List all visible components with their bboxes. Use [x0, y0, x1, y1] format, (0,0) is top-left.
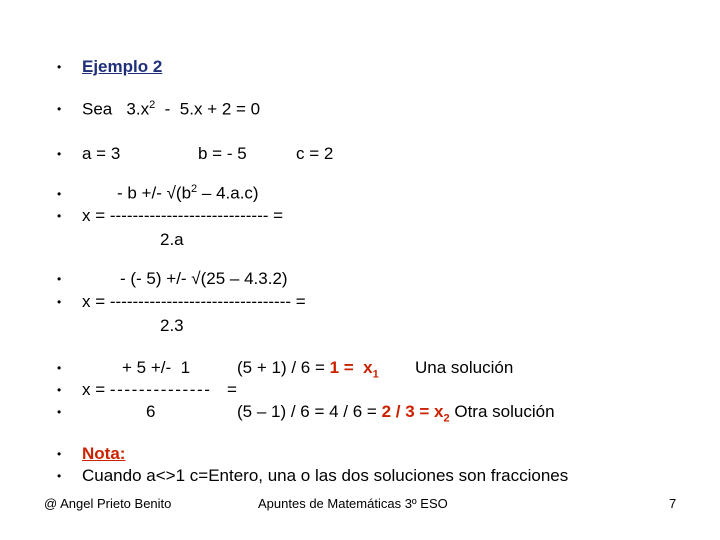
solution-2-subscript: 2 — [443, 412, 450, 425]
bullet: • — [57, 405, 62, 419]
solution-1-expr: (5 + 1) / 6 = — [237, 358, 330, 377]
bullet: • — [57, 383, 62, 397]
solutions-numerator: + 5 +/- 1 — [122, 358, 191, 377]
formula-line: x = ---------------------------- = — [82, 206, 284, 225]
page-title: Ejemplo 2 — [82, 57, 163, 76]
footer-author: @ Angel Prieto Benito — [44, 496, 172, 511]
equation — [82, 100, 260, 118]
bullet: • — [57, 209, 62, 223]
bullet: • — [57, 60, 62, 74]
equation-prefix: Sea 3.x — [82, 99, 150, 119]
formula-num-post: – 4.a.c) — [197, 183, 259, 203]
bullet: • — [57, 147, 62, 161]
bullet: • — [57, 187, 62, 201]
page-number: 7 — [669, 496, 677, 511]
formula-denominator: 2.a — [160, 230, 184, 249]
bullet: • — [57, 295, 62, 309]
solution-1-value — [329, 358, 379, 381]
solution-2-value-text: 2 / 3 = x — [381, 402, 444, 421]
bullet: • — [57, 102, 62, 116]
equation-suffix: - 5.x + 2 = 0 — [155, 99, 261, 119]
substitution-numerator: - (- 5) +/- √(25 – 4.3.2) — [120, 269, 288, 288]
formula-numerator — [117, 184, 259, 202]
coefficient-a: a = 3 — [82, 144, 121, 163]
substitution-denominator: 2.3 — [160, 316, 184, 335]
bullet: • — [57, 361, 62, 375]
note-text: Cuando a<>1 c=Entero, una o las dos soluciones son fracciones — [82, 466, 569, 485]
solution-2-value — [381, 402, 450, 425]
solution-2 — [237, 403, 555, 424]
solutions-denominator: 6 — [146, 402, 156, 421]
solutions-line-suffix: = — [227, 380, 237, 399]
solutions-dashes: -------------- — [109, 380, 212, 399]
solutions-line-prefix: x = — [82, 380, 106, 399]
substitution-line: x = -------------------------------- = — [82, 292, 306, 311]
solution-2-label: Otra solución — [449, 402, 555, 421]
note-label: Nota: — [82, 444, 126, 463]
solutions-line — [82, 381, 237, 398]
coefficient-b: b = - 5 — [198, 144, 247, 163]
footer-course: Apuntes de Matemáticas 3º ESO — [258, 496, 448, 511]
solution-1 — [237, 359, 379, 380]
bullet: • — [57, 447, 62, 461]
equation-exponent: 2 — [149, 99, 156, 111]
solution-2-expr: (5 – 1) / 6 = 4 / 6 = — [237, 402, 382, 421]
bullet: • — [57, 469, 62, 483]
formula-num-pre: - b +/- √(b — [117, 183, 192, 203]
coefficient-c: c = 2 — [296, 144, 334, 163]
formula-num-exp: 2 — [191, 183, 198, 195]
solution-1-value-text: 1 = x — [329, 358, 373, 377]
solution-1-label: Una solución — [415, 358, 514, 377]
solution-1-subscript: 1 — [372, 368, 379, 381]
bullet: • — [57, 272, 62, 286]
